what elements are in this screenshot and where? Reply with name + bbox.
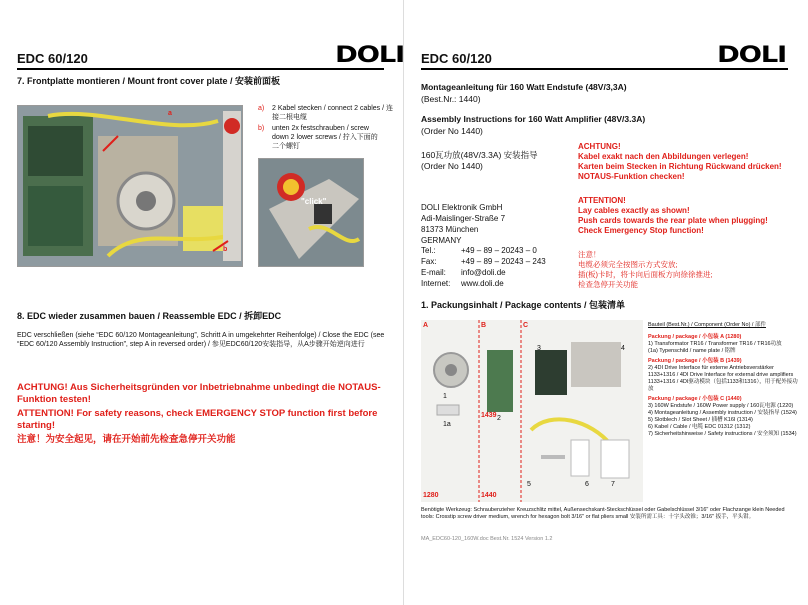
- contact-label-internet: Internet:: [421, 279, 451, 288]
- parts-list: [648, 322, 800, 438]
- detail-photo-drawing: [259, 159, 363, 266]
- package-label-a: A: [423, 322, 429, 329]
- package-item-4: 4: [621, 345, 625, 352]
- parts-pkg-c: Packung / package / 小包装 C (1440): [648, 396, 742, 402]
- parts-pkg-b: Packung / package / 小包装 B (1439): [648, 358, 742, 364]
- parts-pkg-a: Packung / package / 小包装 A (1280): [648, 334, 742, 340]
- package-label-1440: 1440: [481, 492, 497, 499]
- notice-cn-line: 注意！: [578, 250, 601, 259]
- document-footer: MA_EDC60-120_160W.doc Best.Nr. 1524 Version 1.2: [421, 536, 553, 542]
- left-doli-logo: DOLI: [335, 43, 404, 68]
- parts-item: 4) Montageanleitung / Assembly instruction / 安装指导 (1524): [648, 410, 797, 416]
- right-doli-logo: DOLI: [717, 43, 786, 68]
- notice-cn-line: 检查急停开关功能: [578, 280, 638, 289]
- package-item-2: 2: [497, 415, 501, 422]
- detail-photo: [258, 158, 364, 267]
- section8-title: 8. EDC wieder zusammen bauen / Reassemble EDC / 拆卸EDC: [17, 311, 282, 321]
- section7-title: 7. Frontplatte montieren / Mount front cover plate / 安装前面板: [17, 76, 281, 86]
- title-de: Montageanleitung für 160 Watt Endstufe (48V/3,3A): [421, 82, 627, 92]
- tools-needed: Benötigte Werkzeug: Schraubenzieher Kreuzschlitz mittel, Außensechskant-Steckschlüssel oder Gabelschlüssel 3/16" oder Flachzange klein Needed tools: Crosstip screw driver medium, wrench for hexagon bolt 3/16" or flat pliers small 安装所需工具：十字头改锥；3/16" 扳手，平头钳。: [421, 507, 785, 520]
- step-b-marker: b): [258, 125, 265, 132]
- contact-value-tel: +49 – 89 – 20243 – 0: [461, 246, 537, 255]
- contact-label-tel: Tel.:: [421, 246, 436, 255]
- package-label-c: C: [523, 322, 529, 329]
- package-item-3: 3: [537, 345, 541, 352]
- company-country: GERMANY: [421, 236, 462, 245]
- notice-cn-line: 电缆必须完全按图示方式安放;: [578, 260, 678, 269]
- achtung-line: NOTAUS-Funktion checken!: [578, 172, 685, 181]
- company-street: Adi-Maislinger-Straße 7: [421, 214, 506, 223]
- order-en: (Order No 1440): [421, 126, 483, 136]
- achtung-block: [578, 142, 798, 182]
- package-label-b: B: [481, 322, 487, 329]
- achtung-line: ACHTUNG!: [578, 142, 621, 151]
- achtung-line: Kabel exakt nach den Abbildungen verlegen!: [578, 152, 749, 161]
- front-plate-photo-drawing: [18, 106, 242, 266]
- attention-line: Check Emergency Stop function!: [578, 226, 704, 235]
- package-item-7: 7: [611, 481, 615, 488]
- achtung-line: Karten beim Stecken in Richtung Rückwand drücken!: [578, 162, 782, 171]
- attention-line: Lay cables exactly as shown!: [578, 206, 690, 215]
- photo-label-a: a: [168, 110, 172, 117]
- attention-line: Push cards towards the rear plate when plugging!: [578, 216, 768, 225]
- company-city: 81373 München: [421, 225, 479, 234]
- photo-label-click: "click": [301, 197, 327, 206]
- left-header-title: EDC 60/120: [17, 51, 88, 66]
- notice-cn-block: [578, 250, 798, 290]
- front-plate-photo: [17, 105, 243, 267]
- photo-label-b: b: [223, 246, 228, 253]
- contact-value-internet[interactable]: www.doli.de: [461, 279, 504, 288]
- order-de: (Best.Nr.: 1440): [421, 94, 481, 104]
- parts-item: 7) Sicherheitshinweise / Safety instructions / 安全须知 (1534): [648, 431, 797, 437]
- parts-item: 5) Slotblech / Slot Sheet / 插槽 K16I (1314): [648, 417, 753, 423]
- parts-item: 3) 160W Endstufe / 160W Power supply / 160瓦电源 (1220): [648, 403, 794, 409]
- package-item-1a: 1a: [443, 421, 451, 428]
- contact-label-fax: Fax:: [421, 257, 437, 266]
- left-header-rule: [17, 68, 384, 70]
- section1-title: 1. Packungsinhalt / Package contents / 包装清单: [421, 300, 626, 310]
- parts-list-header: Bauteil (Best.Nr.) / Component (Order No) / 部件: [648, 322, 766, 328]
- step-b-text: unten 2x festschrauben / screw down 2 lower screws / 拧入下面的二个螺钉: [272, 125, 378, 150]
- right-header-title: EDC 60/120: [421, 51, 492, 66]
- warning-en: ATTENTION! For safety reasons, check EMERGENCY STOP function first before starting!: [17, 408, 378, 431]
- warning-cn: 注意！为安全起见，请在开始前先检查急停开关功能: [17, 434, 236, 445]
- section8-body: EDC verschließen (siehe “EDC 60/120 Montageanleitung”, Schritt A in umgekehrter Reihenfolge) / Close the EDC (see “EDC 60/120 Assembly Instruction”, step A in reversed order) / 参见EDC60/120安装指导，从A步骤开始逆向进行: [17, 332, 385, 348]
- package-item-1: 1: [443, 393, 447, 400]
- attention-block: [578, 196, 798, 236]
- order-cn: (Order No 1440): [421, 161, 483, 171]
- parts-item: 6) Kabel / Cable / 电缆 EDC 01312 (1312): [648, 424, 751, 430]
- attention-line: ATTENTION!: [578, 196, 626, 205]
- parts-item: 1) Transformator TR16 / Transformer TR16 / TR16功放: [648, 341, 782, 347]
- parts-item: 2) 4DI Drive Interface für externe Antriebsverstärker 1133+1316 / 4DI Drive Interface for external drive amplifiers 1133+1316 / 4DI驱动模块（包括1133和1316），用于配外接功放: [648, 365, 798, 392]
- contact-label-email: E-mail:: [421, 268, 446, 277]
- step-a-marker: a): [258, 105, 265, 112]
- parts-item: (1a) Typenschild / name plate / 铭牌: [648, 348, 736, 354]
- package-contents-photo: [421, 320, 643, 502]
- package-label-1439: 1439: [481, 412, 497, 419]
- title-en: Assembly Instructions for 160 Watt Amplifier (48V/3.3A): [421, 114, 646, 124]
- right-header-rule: [421, 68, 788, 70]
- package-item-6: 6: [585, 481, 589, 488]
- warning-de: ACHTUNG! Aus Sicherheitsgründen vor Inbetriebnahme unbedingt die NOTAUS-Funktion testen!: [17, 382, 381, 405]
- package-contents-drawing: [421, 320, 643, 502]
- right-page: [404, 0, 808, 605]
- company-name: DOLI Elektronik GmbH: [421, 203, 503, 212]
- package-label-1280: 1280: [423, 492, 439, 499]
- step-a-text: 2 Kabel stecken / connect 2 cables / 连接二根电缆: [272, 105, 394, 121]
- contact-value-email[interactable]: info@doli.de: [461, 268, 506, 277]
- contact-value-fax: +49 – 89 – 20243 – 243: [461, 257, 546, 266]
- package-item-5: 5: [527, 481, 531, 488]
- notice-cn-line: 插(板)卡时，将卡向后面板方向徐徐推进;: [578, 270, 713, 279]
- title-cn: 160瓦功放(48V/3.3A) 安装指导: [421, 150, 538, 160]
